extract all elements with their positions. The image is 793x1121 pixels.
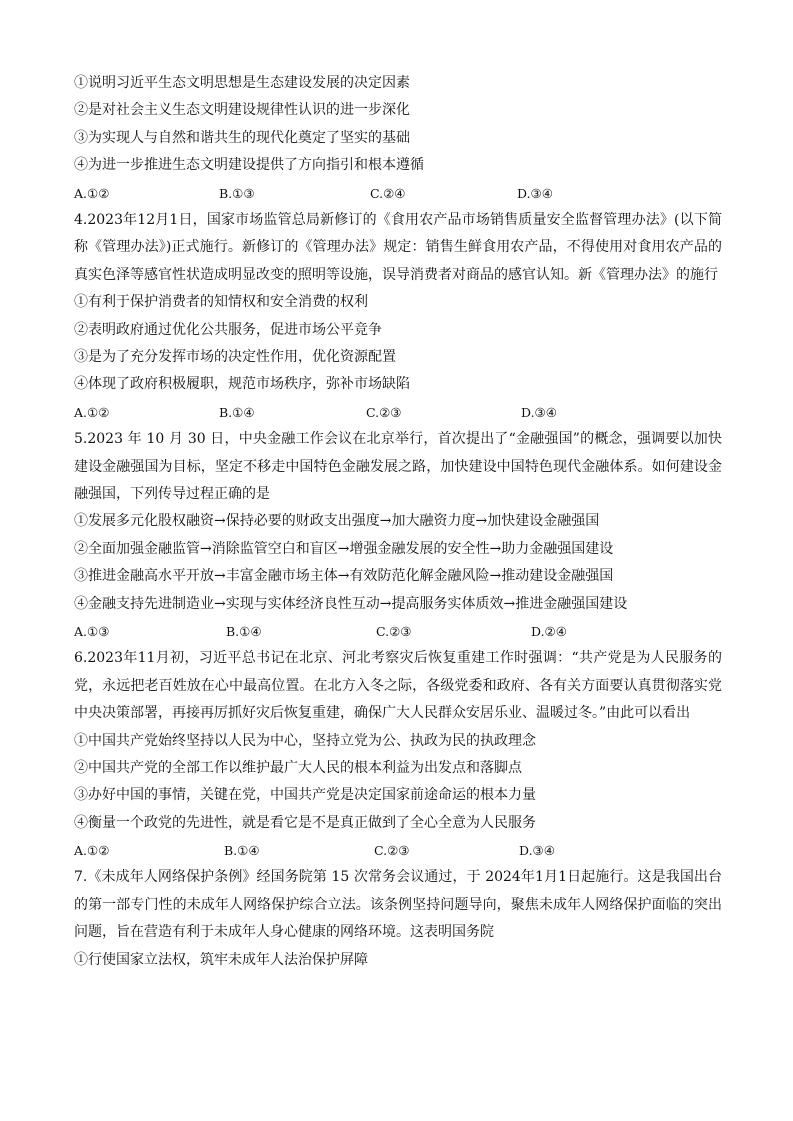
q5-statement-2: ②全面加强金融监管→消除监管空白和盲区→增强金融发展的安全性→助力金融强国建设 [74,540,614,557]
q3-statement-2: ②是对社会主义生态文明建设规律性认识的进一步深化 [74,102,410,119]
q5-statement-4: ④金融支持先进制造业→实现与实体经济良性互动→提高服务实体质效→推进金融强国建设 [74,595,628,612]
q3-options [74,180,722,207]
q4-statement-3: ③是为了充分发挥市场的决定性作用，优化资源配置 [74,348,396,365]
q3-option-c: C.②④ [370,185,406,201]
question-7 [74,864,722,974]
q3-statement-3: ③为实现人与自然和谐共生的现代化奠定了坚实的基础 [74,129,410,146]
q3-option-a: A.①② [74,185,110,201]
q6-statement-4: ④衡量一个政党的先进性，就是看它是不是真正做到了全心全意为人民服务 [74,814,536,831]
q4-statement-4: ④体现了政府积极履职，规范市场秩序，弥补市场缺陷 [74,376,410,393]
q5-option-d: D.②④ [531,623,567,639]
q5-option-a: A.①③ [74,623,110,639]
q5-statement-3: ③推进金融高水平开放→丰富金融市场主体→有效防范化解金融风险→推动建设金融强国 [74,568,614,585]
q5-option-b: B.①④ [226,623,262,639]
q4-option-a: A.①② [74,404,110,420]
q5-option-c: C.②③ [376,623,412,639]
question-4 [74,207,722,426]
q4-stem: 4.2023年12月1日，国家市场监管总局新修订的《食用农产品市场销售质量安全监督管理办法》(以下简称《管理办法》)正式施行。新修订的《管理办法》规定：销售生鲜食用农产品，不得使用对食用农产品的真实色泽等感官性状造成明显改变的照明等设施，误导消费者对商品的感官认知。新《管理办法》的施行 [74,211,722,283]
q4-option-c: C.②③ [366,404,402,420]
q4-option-b: B.①④ [219,404,255,420]
q6-statement-3: ③办好中国的事情，关键在党，中国共产党是决定国家前途命运的根本力量 [74,787,536,804]
q7-statement-1: ①行使国家立法权，筑牢未成年人法治保护屏障 [74,951,368,968]
question-6 [74,645,722,864]
q5-options [74,618,722,645]
q6-option-a: A.①② [74,843,110,859]
q4-statement-2: ②表明政府通过优化公共服务，促进市场公平竞争 [74,321,382,338]
q6-stem: 6.2023年11月初，习近平总书记在北京、河北考察灾后恢复重建工作时强调：“共产党是为人民服务的党，永远把老百姓放在心中最高位置。在北方入冬之际，各级党委和政府、各有关方面要认真贯彻落实党中央决策部署，再接再厉抓好灾后恢复重建，确保广大人民群众安居乐业、温暖过冬。”由此可以看出 [74,650,722,722]
q6-option-c: C.②③ [374,843,410,859]
question-3-continued [74,70,722,207]
q3-statement-1: ①说明习近平生态文明思想是生态建设发展的决定因素 [74,75,410,91]
question-5 [74,426,722,645]
q3-option-d: D.③④ [517,185,553,201]
q6-option-d: D.③④ [519,843,555,859]
q4-statement-1: ①有利于保护消费者的知情权和安全消费的权利 [74,294,368,311]
q7-stem: 7.《未成年人网络保护条例》经国务院第 15 次常务会议通过，于 2024年1月1日起施行。这是我国出台的第一部专门性的未成年人网络保护综合立法。该条例坚持问题导向，聚焦未成年人网络保护面临的突出问题，旨在营造有利于未成年人身心健康的网络环境。这表明国务院 [74,869,722,941]
q5-stem: 5.2023 年 10 月 30 日，中央金融工作会议在北京举行，首次提出了“金融强国”的概念，强调要以加快建设金融强国为目标，坚定不移走中国特色金融发展之路，加快建设中国特色现代金融体系。如何建设金融强国，下列传导过程正确的是 [74,431,722,502]
q6-statement-2: ②中国共产党的全部工作以维护最广大人民的根本利益为出发点和落脚点 [74,759,522,776]
q3-statement-4: ④为进一步推进生态文明建设提供了方向指引和根本遵循 [74,157,424,174]
q6-options [74,837,722,864]
q4-options [74,399,722,426]
q5-statement-1: ①发展多元化股权融资→保持必要的财政支出强度→加大融资力度→加快建设金融强国 [74,513,600,530]
exam-page [74,70,722,974]
q4-option-d: D.③④ [521,404,557,420]
q6-statement-1: ①中国共产党始终坚持以人民为中心，坚持立党为公、执政为民的执政理念 [74,732,536,749]
q6-option-b: B.①④ [224,843,260,859]
q3-option-b: B.①③ [219,185,255,201]
